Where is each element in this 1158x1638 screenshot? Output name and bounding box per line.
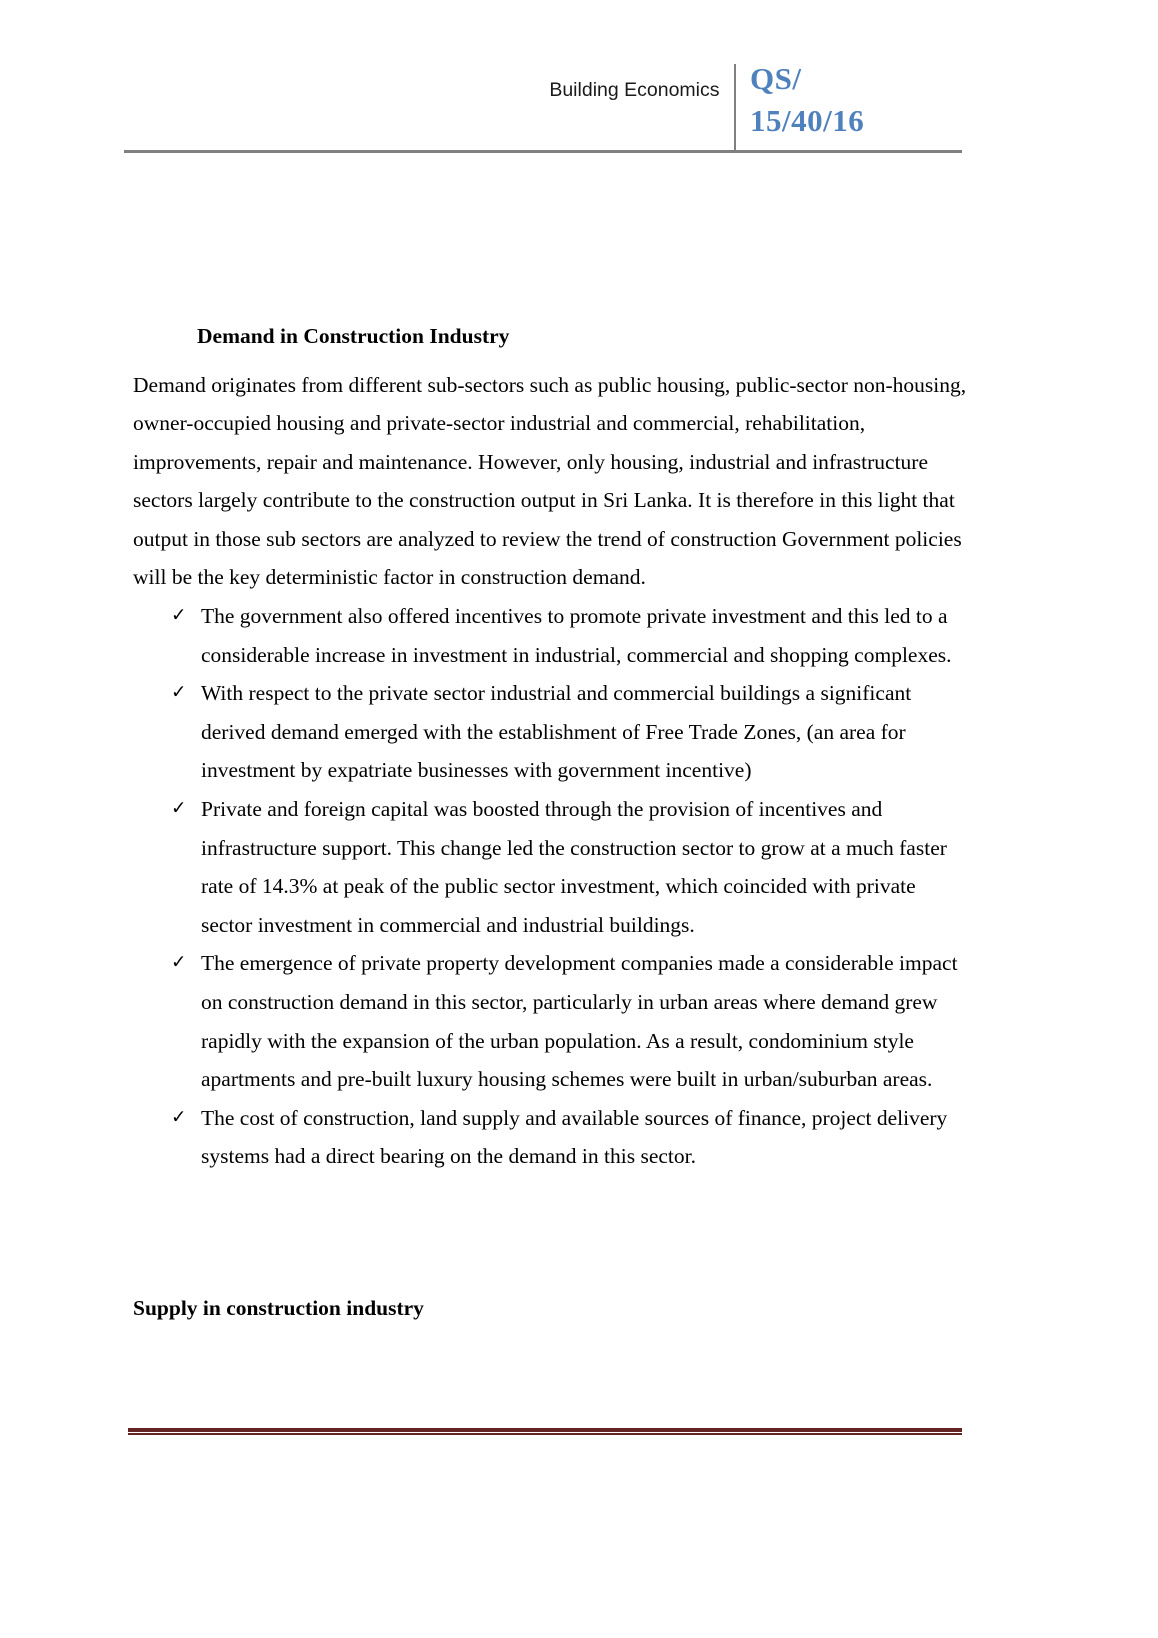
list-item [133, 790, 971, 944]
student-id-line-1: QS/ [750, 61, 802, 96]
student-id-line-2: 15/40/16 [750, 102, 865, 138]
footer-rule-thin [128, 1433, 962, 1435]
footer-horizontal-rule [128, 1428, 962, 1435]
checkmark-icon: ✓ [171, 952, 187, 974]
list-item [133, 597, 971, 674]
checkmark-icon: ✓ [171, 1106, 187, 1128]
header-horizontal-rule [124, 150, 962, 153]
page-header [124, 58, 962, 150]
checkmark-icon: ✓ [171, 605, 187, 627]
header-student-id [736, 58, 962, 142]
list-item-text: Private and foreign capital was boosted through the provision of incentives and infrastructure support. This change led the construction sector to grow at a much faster rate of 14.3% at peak of the public sector investment, which coincided with private sector investment in commercial and industrial buildings. [201, 797, 947, 937]
document-body [133, 326, 971, 1176]
intro-paragraph: Demand originates from different sub-sectors such as public housing, public-sector non-housing, owner-occupied housing and private-sector industrial and commercial, rehabilitation, improvements, repair and maintenance. However, only housing, industrial and infrastructure sectors largely contribute to the construction output in Sri Lanka. It is therefore in this light that output in those sub sectors are analyzed to review the trend of construction Government policies will be the key deterministic factor in construction demand. [133, 372, 967, 590]
page-title: Demand in Construction Industry [197, 324, 510, 348]
demand-bullet-list [133, 597, 971, 1176]
list-item-text: With respect to the private sector industrial and commercial buildings a significant derived demand emerged with the establishment of Free Trade Zones, (an area for investment by expatriate businesses with government incentive) [201, 681, 912, 783]
list-item-text: The emergence of private property development companies made a considerable impact on construction demand in this sector, particularly in urban areas where demand grew rapidly with the expansion of the urban population. As a result, condominium style apartments and pre-built luxury housing schemes were built in urban/suburban areas. [201, 951, 958, 1092]
list-item [133, 1099, 971, 1176]
list-item-text: The government also offered incentives to promote private investment and this led to a considerable increase in investment in industrial, commercial and shopping complexes. [201, 604, 952, 667]
supply-section-heading: Supply in construction industry [133, 1296, 424, 1320]
checkmark-icon: ✓ [171, 798, 187, 820]
checkmark-icon: ✓ [171, 682, 187, 704]
list-item [133, 944, 971, 1098]
list-item [133, 674, 971, 790]
list-item-text: The cost of construction, land supply and available sources of finance, project delivery systems had a direct bearing on the demand in this sector. [201, 1105, 948, 1169]
header-course-label: Building Economics [549, 79, 720, 101]
